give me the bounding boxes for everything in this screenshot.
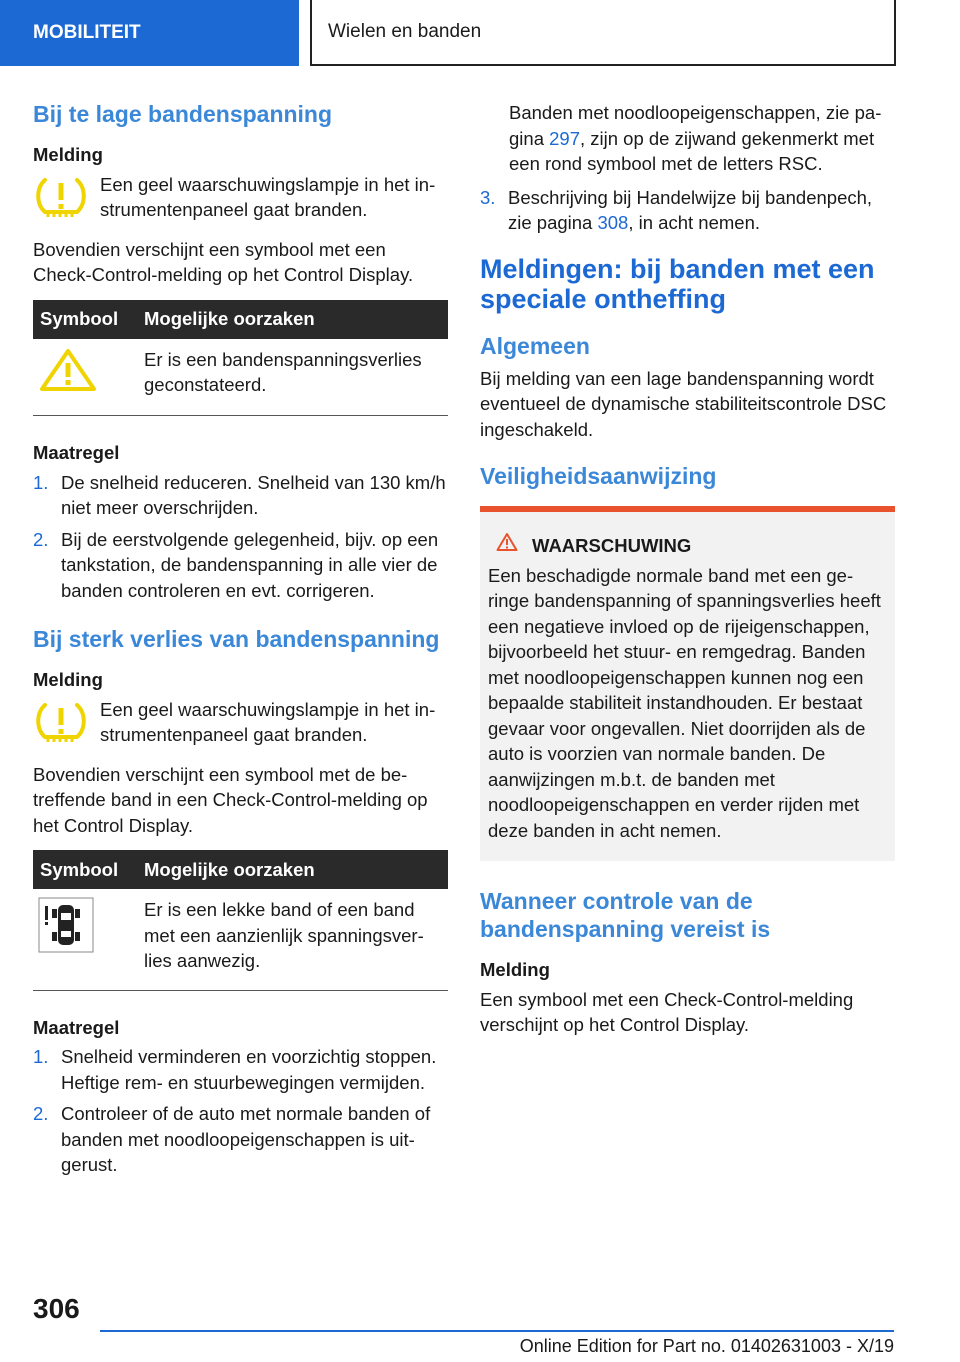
tire-pressure-lamp-icon — [33, 172, 100, 223]
steps-list — [480, 185, 895, 236]
footer-divider — [100, 1330, 894, 1332]
page-link-297[interactable]: 297 — [549, 127, 580, 149]
table-row — [33, 889, 448, 990]
lamp-note-text: Een geel waarschuwingslampje in het instrumentenpaneel gaat branden. — [100, 173, 436, 220]
step-number: 1. — [33, 471, 49, 493]
chapter-tab — [310, 0, 896, 66]
section-title-strong-loss: Bij sterk verlies van bandenspanning — [33, 626, 440, 652]
chapter-label: Wielen en banden — [328, 21, 482, 43]
subsection-title-algemeen: Algemeen — [480, 332, 590, 359]
symbol-table — [33, 850, 448, 991]
table-header-symbol: Symbool — [33, 850, 137, 889]
table-cell-cause: Er is een bandenspanningsverlies geconstateerd. — [137, 339, 448, 416]
continued-text-part: Banden met noodloopeigenschappen, zie pagina — [509, 102, 882, 149]
flat-tire-car-icon — [33, 889, 137, 990]
list-item — [33, 1044, 448, 1095]
step-number: 1. — [33, 1046, 49, 1067]
algemeen-text: Bij melding van een lage bandenspanning wordt eventueel de dynamische stabiliteitscontrole DSC ingeschakeld. — [480, 367, 887, 440]
edition-note: Online Edition for Part no. 01402631003 - X/19 — [519, 1336, 894, 1356]
symbol-table — [33, 300, 448, 417]
section-tab — [0, 0, 299, 66]
warning-heading — [496, 532, 887, 559]
melding-label: Melding — [33, 144, 103, 165]
continued-text — [480, 100, 895, 177]
page-link-308[interactable]: 308 — [597, 212, 629, 233]
warning-box — [480, 506, 895, 861]
step-text: Bij de eerstvolgende gelegenheid, bijv. op een tankstation, de bandenspanning in alle vier de banden controleren en evt. corrigeren. — [61, 528, 439, 601]
table-cell-cause: Er is een lekke band of een band met een aanzienlijk spanningsverlies aanwezig. — [137, 889, 448, 990]
section-label: MOBILITEIT — [33, 22, 141, 44]
body-text: Bovendien verschijnt een symbool met een Check-Control-melding op het Control Display. — [33, 238, 414, 285]
lamp-note-text: Een geel waarschuwingslampje in het instrumentenpaneel gaat branden. — [100, 698, 436, 745]
melding-label: Melding — [480, 959, 550, 980]
step-text: Beschrijving bij Handelwijze bij bandenpech, zie pagina — [508, 186, 873, 233]
maatregel-label: Maatregel — [33, 442, 120, 463]
subsection-title-veiligheid: Veiligheidsaanwijzing — [480, 463, 717, 489]
warning-triangle-icon — [33, 339, 137, 416]
melding-text: Een symbool met een Check-Control-melding verschijnt op het Control Display. — [480, 988, 854, 1035]
subsection-title-wanneer: Wanneer controle van de bandenspanning vereist is — [480, 888, 771, 942]
step-text: , in acht nemen. — [628, 212, 760, 233]
section-title-low-pressure: Bij te lage bandenspanning — [33, 101, 333, 127]
page-number: 306 — [33, 1293, 80, 1324]
list-item — [33, 470, 448, 521]
warning-triangle-icon — [496, 532, 518, 559]
list-item — [33, 1101, 448, 1178]
warning-title: WAARSCHUWING — [532, 534, 692, 556]
warning-text: Een beschadigde normale band met een geringe bandenspanning of spanningsverlies heeft een negatieve invloed op de rijeigenschappen, bijvoorbeeld het stuur- en remgedrag. Banden met noodloopeigenschappen kunnen nog een bepaalde stabiliteit instandhouden. Er bestaat gevaar voor ongevallen. Niet doorrijden als de auto is voorzien van normale banden. De aanwijzingen m.b.t. de banden met noodloopeigenschappen en verder rijden met deze banden in acht nemen. — [488, 564, 881, 841]
step-number: 2. — [33, 1103, 49, 1124]
lamp-note — [33, 697, 448, 748]
table-header-cause: Mogelijke oorzaken — [137, 300, 448, 339]
table-header-symbol: Symbool — [33, 300, 137, 339]
section-title-special-tires: Meldingen: bij banden met een speciale ontheffing — [480, 253, 875, 314]
tire-pressure-lamp-icon — [33, 697, 100, 748]
step-number: 2. — [33, 528, 49, 550]
right-column — [480, 100, 895, 1050]
list-item — [480, 185, 895, 236]
left-column — [33, 100, 448, 1194]
steps-list — [33, 470, 448, 604]
table-header-cause: Mogelijke oorzaken — [137, 850, 448, 889]
step-text: Controleer of de auto met normale banden of banden met noodloopeigenschappen is uitgerust. — [61, 1103, 431, 1175]
maatregel-label: Maatregel — [33, 1016, 120, 1038]
table-row — [33, 339, 448, 416]
body-text: Bovendien verschijnt een symbool met de betreffende band in een Check-Control-melding op het Control Display. — [33, 763, 428, 836]
step-text: De snelheid reduceren. Snelheid van 130 km/h niet meer overschrijden. — [61, 471, 446, 518]
steps-list — [33, 1044, 448, 1178]
continued-text-part: , zijn op de zijwand gekenmerkt met een rond symbool met de letters RSC. — [509, 127, 875, 174]
list-item — [33, 527, 448, 604]
melding-label: Melding — [33, 669, 103, 690]
step-text: Snelheid verminderen en voorzichtig stoppen. Heftige rem- en stuurbewegingen vermijden. — [61, 1046, 437, 1093]
lamp-note — [33, 172, 448, 223]
step-number: 3. — [480, 186, 496, 208]
